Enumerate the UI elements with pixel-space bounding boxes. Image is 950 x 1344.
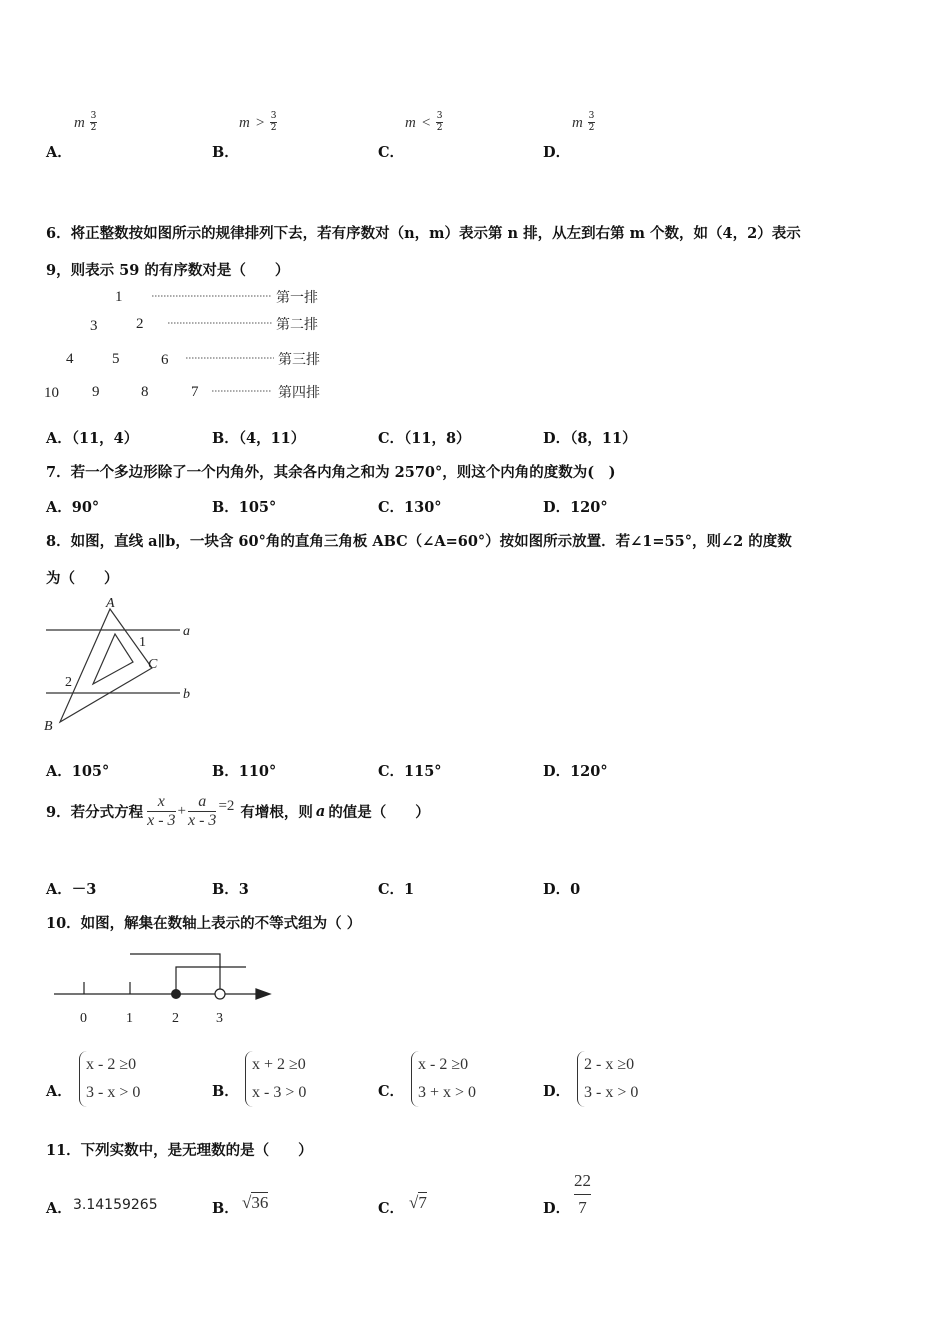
triangle-outer: [60, 609, 152, 722]
math-var: m: [239, 115, 250, 131]
sqrt-icon: √: [409, 1193, 419, 1212]
q11-label-c: C．: [378, 1200, 405, 1217]
q9-option-c: C．1: [378, 881, 415, 898]
row-label: 第三排: [278, 352, 320, 368]
q5-label-b: B．: [212, 144, 239, 161]
q10-system-b: [245, 1051, 306, 1107]
row-label: 第四排: [278, 385, 320, 401]
q6-stem-line1: 6．将正整数按如图所示的规律排列下去，若有序数对（n，m）表示第 n 排，从左到右第 m 个数，如（4，2）表示: [46, 225, 801, 242]
q10-system-d: [577, 1051, 638, 1107]
q11-label-d: D．: [543, 1200, 571, 1217]
inequality: x + 2 ≥0: [252, 1056, 306, 1073]
q10-label-b: B．: [212, 1083, 239, 1100]
q11-value-b: [242, 1193, 268, 1213]
denominator: 2: [436, 123, 443, 133]
q11-label-a: A．: [46, 1200, 72, 1217]
q9-suffix-b: 的值是（ ）: [328, 804, 430, 821]
tick-label: 3: [216, 1011, 223, 1026]
bracket-ge-2: [176, 967, 246, 994]
q10-label-c: C．: [378, 1083, 405, 1100]
q8-triangle-figure: [40, 592, 210, 737]
inequality: x - 2 ≥0: [418, 1056, 469, 1073]
denominator: x - 3: [188, 812, 217, 829]
math-var: m: [74, 115, 85, 131]
math-var: m: [572, 115, 583, 131]
denominator: 2: [90, 123, 97, 133]
q7-option-a: A．90°: [46, 499, 100, 516]
q7-option-b: B．105°: [212, 499, 277, 516]
q6-number-pattern-figure: [40, 284, 340, 406]
q7-option-c: C．130°: [378, 499, 442, 516]
q10-stem: 10．如图，解集在数轴上表示的不等式组为（ ）: [46, 915, 362, 932]
q11-label-b: B．: [212, 1200, 239, 1217]
math-var: m: [405, 115, 416, 131]
q5-option-b-math: [239, 112, 277, 133]
numerator: 22: [574, 1171, 591, 1190]
q6-option-c: C．（11，8）: [378, 430, 471, 447]
fraction: [588, 112, 595, 133]
q9-option-a: A．－3: [46, 881, 97, 898]
equals-two: =2: [218, 798, 235, 814]
denominator: 2: [588, 123, 595, 133]
open-dot: [215, 989, 225, 999]
q8-option-b: B．110°: [212, 763, 277, 780]
q5-option-d-math: [572, 112, 595, 133]
q11-value-d: [574, 1171, 591, 1218]
inequality: 2 - x ≥0: [584, 1056, 635, 1073]
q5-label-a: A．: [46, 144, 72, 161]
fraction: [90, 112, 97, 133]
tick-label: 0: [80, 1011, 87, 1026]
pattern-num: 4: [66, 351, 74, 367]
fraction: [270, 112, 277, 133]
q8-option-a: A．105°: [46, 763, 110, 780]
radicand: 7: [418, 1193, 427, 1212]
q9-prefix: 9．若分式方程: [46, 804, 144, 821]
q6-stem-line2: 9，则表示 59 的有序数对是（ ）: [46, 262, 290, 279]
q5-label-d: D．: [543, 144, 571, 161]
inequality: 3 + x > 0: [418, 1084, 477, 1101]
tick-label: 2: [172, 1011, 179, 1026]
q9-fraction-2: [188, 793, 216, 830]
label-b: b: [183, 687, 190, 702]
numerator: 3: [588, 111, 595, 121]
pattern-num: 10: [44, 385, 59, 401]
denominator: x - 3: [147, 812, 176, 829]
pattern-num: 9: [92, 384, 100, 400]
q11-value-c: [409, 1193, 427, 1213]
pattern-num: 6: [161, 352, 169, 368]
q10-label-a: A．: [46, 1083, 72, 1100]
pattern-num: 3: [90, 318, 98, 334]
q5-option-c-math: [405, 112, 443, 133]
q11-stem: 11．下列实数中，是无理数的是（ ）: [46, 1142, 313, 1159]
q7-stem: 7．若一个多边形除了一个内角外，其余各内角之和为 2570°，则这个内角的度数为( ): [46, 464, 616, 481]
inequality: x - 2 ≥0: [86, 1056, 137, 1073]
q9-option-b: B．3: [212, 881, 249, 898]
inequality: 3 - x > 0: [86, 1084, 141, 1101]
q9-fraction-1: [147, 793, 175, 830]
label-A: A: [106, 596, 115, 611]
pattern-num: 7: [191, 384, 199, 400]
numerator: x: [157, 793, 165, 810]
q5-label-c: C．: [378, 144, 405, 161]
pattern-num: 2: [136, 316, 144, 332]
q7-option-d: D．120°: [543, 499, 608, 516]
bracket-lt-3: [130, 954, 220, 994]
q10-number-line-figure: [50, 948, 280, 1028]
triangle-inner: [93, 634, 133, 684]
q9-option-d: D．0: [543, 881, 581, 898]
denominator: 2: [270, 123, 277, 133]
q8-stem-line1: 8．如图，直线 a∥b，一块含 60°角的直角三角板 ABC（∠A=60°）按如图所示放置．若∠1=55°，则∠2 的度数: [46, 533, 792, 550]
q9-suffix-a: 有增根，则: [240, 804, 313, 821]
label-angle-2: 2: [65, 675, 72, 690]
label-C: C: [148, 657, 158, 672]
q10-system-c: [411, 1051, 476, 1107]
q6-option-b: B．（4，11）: [212, 430, 306, 447]
q10-system-a: [79, 1051, 140, 1107]
label-B: B: [44, 719, 53, 734]
numerator: 3: [436, 111, 443, 121]
sqrt-icon: √: [242, 1193, 252, 1212]
arrow-icon: [256, 989, 270, 999]
numerator: a: [198, 793, 207, 810]
q10-label-d: D．: [543, 1083, 571, 1100]
q11-value-a: 3.14159265: [73, 1197, 158, 1213]
q9-stem: [46, 793, 430, 830]
inequality: 3 - x > 0: [584, 1084, 639, 1101]
tick-label: 1: [126, 1011, 133, 1026]
closed-dot: [171, 989, 181, 999]
label-a: a: [183, 624, 190, 639]
plus-sign: +: [177, 803, 186, 819]
q6-option-d: D．（8，11）: [543, 430, 637, 447]
row-label: 第一排: [276, 290, 318, 306]
numerator: 3: [90, 111, 97, 121]
q5-option-a-math: [74, 112, 97, 133]
inequality: x - 3 > 0: [252, 1084, 307, 1101]
q6-option-a: A．（11，4）: [46, 430, 139, 447]
q8-option-d: D．120°: [543, 763, 608, 780]
math-op: <: [420, 115, 432, 131]
q8-stem-line2: 为（ ）: [46, 570, 119, 587]
fraction: [436, 112, 443, 133]
q9-var: a: [315, 803, 326, 820]
row-label: 第二排: [276, 317, 318, 333]
pattern-num: 1: [115, 289, 123, 305]
math-op: >: [254, 115, 266, 131]
label-angle-1: 1: [139, 635, 146, 650]
denominator: 7: [578, 1198, 587, 1217]
radicand: 36: [251, 1193, 269, 1212]
q8-option-c: C．115°: [378, 763, 442, 780]
pattern-num: 5: [112, 351, 120, 367]
numerator: 3: [270, 111, 277, 121]
pattern-num: 8: [141, 384, 149, 400]
